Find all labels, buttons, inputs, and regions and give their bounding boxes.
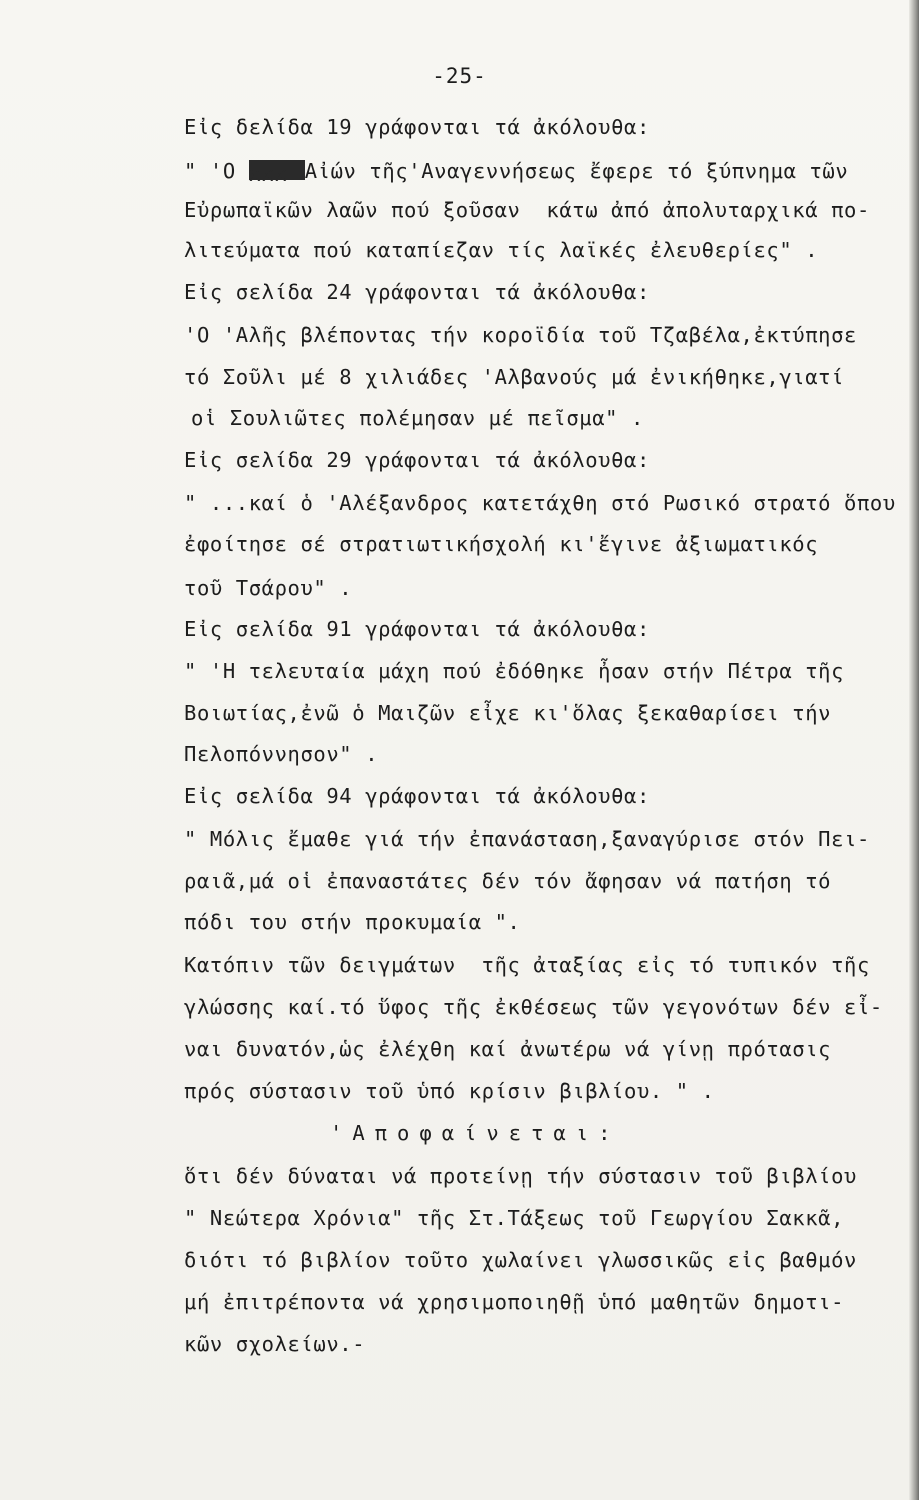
text-line: Πελοπόννησον" . [184, 742, 379, 766]
text-line: " Μόλις ἔμαθε γιά τήν ἐπανάσταση,ξαναγύρισε στόν Πει- [184, 827, 870, 851]
typed-over-correction: xxx [249, 160, 305, 180]
text-line: Κατόπιν τῶν δειγμάτων τῆς ἀταξίας εἰς τό τυπικόν τῆς [184, 953, 870, 977]
page-number: -25- [432, 64, 487, 88]
text-line: Εἰς σελίδα 29 γράφονται τά ἀκόλουθα: [184, 448, 650, 472]
text-line: Βοιωτίας,ἐνῶ ὁ Μαιζῶν εἶχε κι'ὅλας ξεκαθαρίσει τήν [184, 701, 832, 725]
text-line: πρός σύστασιν τοῦ ὑπό κρίσιν βιβλίου. " . [184, 1079, 715, 1103]
text-line: Εἰς δελίδα 19 γράφονται τά ἀκόλουθα: [184, 115, 650, 139]
text-line: ἐφοίτησε σέ στρατιωτικήσχολή κι'ἔγινε ἀξιωματικός [184, 532, 819, 556]
text-line-start: " 'Ο [184, 159, 249, 183]
text-line-with-correction [184, 157, 848, 185]
text-line: πόδι του στήν προκυμαία ". [184, 910, 521, 934]
text-line: Εἰς σελίδα 94 γράφονται τά ἀκόλουθα: [184, 784, 650, 808]
text-line: Εἰς σελίδα 91 γράφονται τά ἀκόλουθα: [184, 617, 650, 641]
text-line: ναι δυνατόν,ὡς ἐλέχθη καί ἀνωτέρω νά γίνῃ πρότασις [184, 1037, 832, 1061]
text-line: λιτεύματα πού καταπίεζαν τίς λαϊκές ἐλευθερίες" . [184, 238, 819, 262]
text-line: γλώσσης καί.τό ὕφος τῆς ἐκθέσεως τῶν γεγονότων δέν εἶ- [184, 995, 883, 1019]
text-line: " 'Η τελευταία μάχη πού ἐδόθηκε ἦσαν στήν Πέτρα τῆς [184, 659, 845, 683]
text-line: τό Σοῦλι μέ 8 χιλιάδες 'Αλβανούς μά ἐνικήθηκε,γιατί [184, 365, 845, 389]
text-line: διότι τό βιβλίον τοῦτο χωλαίνει γλωσσικῶς εἰς βαθμόν [184, 1248, 857, 1272]
text-line: μή ἐπιτρέποντα νά χρησιμοποιηθῇ ὑπό μαθητῶν δημοτι- [184, 1290, 845, 1314]
text-line: οἱ Σουλιῶτες πολέμησαν μέ πεῖσμα" . [191, 406, 644, 430]
text-line: κῶν σχολείων.- [184, 1332, 366, 1356]
text-line: " Νεώτερα Χρόνια" τῆς Στ.Τάξεως τοῦ Γεωργίου Σακκᾶ, [184, 1206, 845, 1230]
text-line: 'Ο 'Αλῆς βλέποντας τήν κοροϊδία τοῦ Τζαβέλα,ἐκτύπησε [184, 323, 857, 347]
page-edge-shadow [909, 0, 919, 1500]
text-line: Εὐρωπαϊκῶν λαῶν πού ξοῦσαν κάτω ἀπό ἀπολυταρχικά πο- [184, 198, 870, 222]
text-line: " ...καί ὁ 'Αλέξανδρος κατετάχθη στό Ρωσικό στρατό ὅπου [184, 491, 896, 515]
decision-heading: 'Αποφαίνεται: [330, 1121, 621, 1145]
text-line-end: Αἰών τῆς'Αναγεννήσεως ἔφερε τό ξύπνημα τῶν [304, 159, 849, 183]
text-line: ραιᾶ,μά οἱ ἐπαναστάτες δέν τόν ἄφησαν νά πατήση τό [184, 869, 832, 893]
text-line: Εἰς σελίδα 24 γράφονται τά ἀκόλουθα: [184, 280, 650, 304]
text-line: ὅτι δέν δύναται νά προτείνῃ τήν σύστασιν τοῦ βιβλίου [184, 1164, 857, 1188]
text-line: τοῦ Τσάρου" . [184, 576, 353, 600]
